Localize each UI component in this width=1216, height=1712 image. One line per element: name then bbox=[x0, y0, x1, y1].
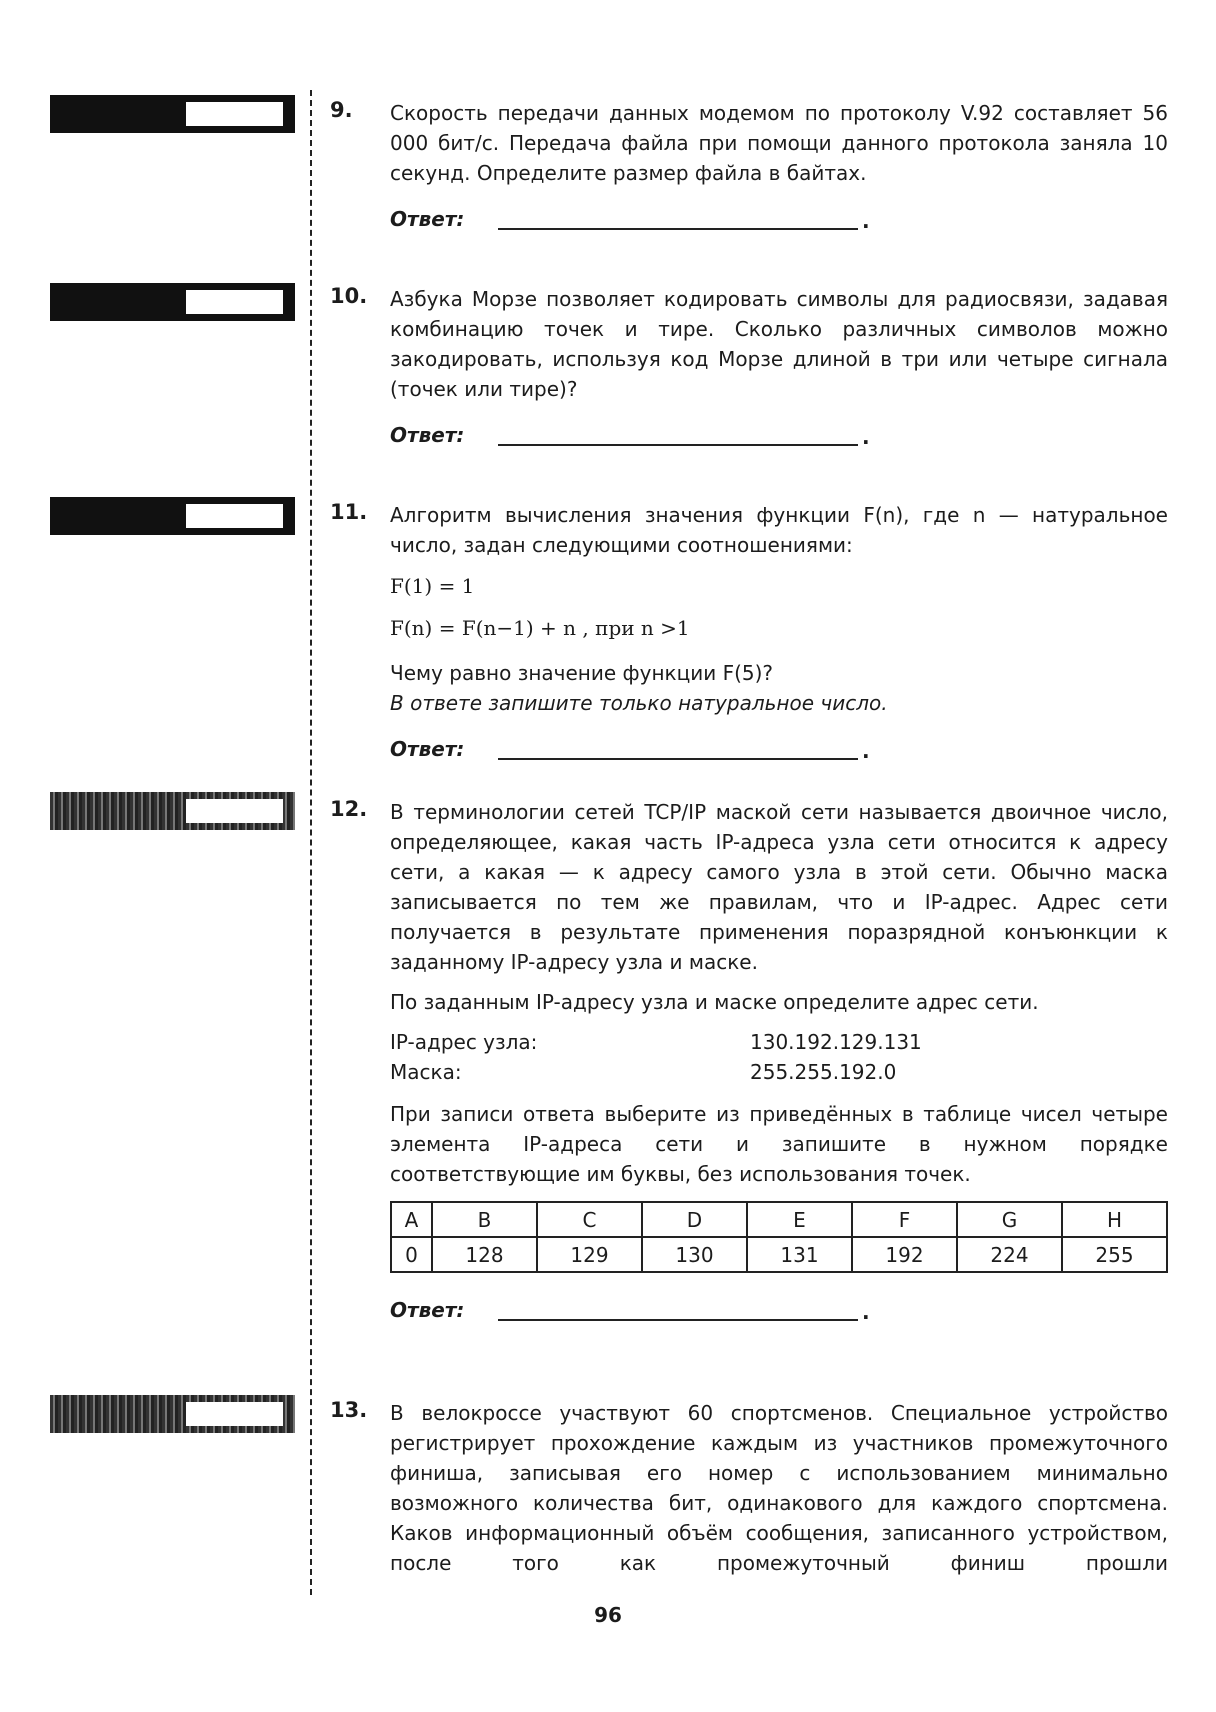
table-letter-cell: F bbox=[852, 1202, 957, 1237]
table-value-cell: 224 bbox=[957, 1237, 1062, 1272]
task-instruction: По заданным IP-адресу узла и маске определите адрес сети. bbox=[390, 990, 1039, 1014]
table-letter-cell: C bbox=[537, 1202, 642, 1237]
answer-instruction: При записи ответа выберите из приведённых в таблице чисел четыре элемента IP-адреса сети и запишите в нужном порядке соответствующие им буквы, без использования точек. bbox=[390, 1102, 1168, 1186]
table-value-cell: 192 bbox=[852, 1237, 957, 1272]
answer-box-11 bbox=[50, 497, 295, 535]
answer-blank[interactable] bbox=[498, 758, 858, 760]
answer-period: . bbox=[862, 209, 870, 233]
task-text: В велокроссе участвуют 60 спортсменов. Специальное устройство регистрирует прохождение каждым из участников промежуточного финиша, записывая его номер с использованием минимально возможного количества бит, одинакового для каждого спортсмена. Каков информационный объём сообщения, записанного устройством, после того как промежуточный финиш прошли bbox=[390, 1401, 1168, 1575]
answer-box-cell bbox=[186, 290, 283, 314]
task-number: 10. bbox=[330, 284, 368, 308]
table-value-cell: 128 bbox=[432, 1237, 537, 1272]
answer-label: Ответ: bbox=[390, 737, 465, 761]
ip-value: 130.192.129.131 bbox=[750, 1030, 922, 1054]
table-value-cell: 131 bbox=[747, 1237, 852, 1272]
task-body bbox=[390, 284, 1168, 454]
answer-period: . bbox=[862, 739, 870, 763]
task-text: В терминологии сетей TCP/IP маской сети называется двоичное число, определяющее, какая часть IP-адреса узла сети относится к адресу сети, а какая — к адресу самого узла в этой сети. Обычно маска записывается по тем же правилам, что и IP-адрес. Адрес сети получается в результате применения поразрядной конъюнкции к заданному IP-адресу узла и маске. bbox=[390, 800, 1168, 974]
answer-box-cell bbox=[186, 504, 283, 528]
answer-blank[interactable] bbox=[498, 444, 858, 446]
task-number: 11. bbox=[330, 500, 368, 524]
answer-box-cell bbox=[186, 102, 283, 126]
table-value-cell: 130 bbox=[642, 1237, 747, 1272]
formula-recursive: F(n) = F(n−1) + n , при n >1 bbox=[390, 616, 690, 640]
answer-label: Ответ: bbox=[390, 1298, 465, 1322]
answer-label: Ответ: bbox=[390, 207, 465, 231]
task-text: Азбука Морзе позволяет кодировать символы для радиосвязи, задавая комбинацию точек и тире. Сколько различных символов можно закодировать, используя код Морзе длиной в три или четыре сигнала (точек или тире)? bbox=[390, 287, 1168, 401]
answer-period: . bbox=[862, 425, 870, 449]
page-number: 96 bbox=[594, 1603, 622, 1627]
task-number: 12. bbox=[330, 797, 368, 821]
cut-line bbox=[310, 90, 312, 1595]
task-note: В ответе запишите только натуральное число. bbox=[390, 691, 888, 715]
answer-line bbox=[390, 420, 1168, 454]
answer-line bbox=[390, 204, 1168, 238]
table-value-cell: 255 bbox=[1062, 1237, 1167, 1272]
task-text: Алгоритм вычисления значения функции F(n), где n — натуральное число, задан следующими соотношениями: bbox=[390, 503, 1168, 557]
task-question: Чему равно значение функции F(5)? bbox=[390, 661, 774, 685]
table-value-cell: 0 bbox=[391, 1237, 432, 1272]
formula-base: F(1) = 1 bbox=[390, 574, 475, 598]
table-letter-cell: H bbox=[1062, 1202, 1167, 1237]
answer-box-13 bbox=[50, 1395, 295, 1433]
mask-value: 255.255.192.0 bbox=[750, 1060, 897, 1084]
letters-row bbox=[391, 1202, 1167, 1237]
mask-label: Маска: bbox=[390, 1060, 462, 1084]
task-body bbox=[390, 500, 1168, 768]
task-body bbox=[390, 797, 1168, 1329]
mask-row bbox=[390, 1057, 1168, 1087]
answer-box-cell bbox=[186, 1402, 283, 1426]
answer-label: Ответ: bbox=[390, 423, 465, 447]
answer-line bbox=[390, 734, 1168, 768]
answer-box-cell bbox=[186, 799, 283, 823]
letters-table bbox=[390, 1201, 1168, 1273]
values-row bbox=[391, 1237, 1167, 1272]
task-number: 13. bbox=[330, 1398, 368, 1422]
table-letter-cell: D bbox=[642, 1202, 747, 1237]
answer-blank[interactable] bbox=[498, 1319, 858, 1321]
answer-box-10 bbox=[50, 283, 295, 321]
task-body bbox=[390, 1398, 1168, 1588]
table-letter-cell: B bbox=[432, 1202, 537, 1237]
answer-period: . bbox=[862, 1300, 870, 1324]
task-text: Скорость передачи данных модемом по протоколу V.92 составляет 56 000 бит/с. Передача файла при помощи данного протокола заняла 10 секунд. Определите размер файла в байтах. bbox=[390, 101, 1168, 185]
table-letter-cell: G bbox=[957, 1202, 1062, 1237]
answer-line bbox=[390, 1295, 1168, 1329]
ip-label: IP-адрес узла: bbox=[390, 1030, 538, 1054]
task-number: 9. bbox=[330, 98, 353, 122]
table-value-cell: 129 bbox=[537, 1237, 642, 1272]
answer-box-9 bbox=[50, 95, 295, 133]
table-letter-cell: E bbox=[747, 1202, 852, 1237]
task-body bbox=[390, 98, 1168, 238]
answer-blank[interactable] bbox=[498, 228, 858, 230]
answer-box-12 bbox=[50, 792, 295, 830]
ip-address-row bbox=[390, 1027, 1168, 1057]
table-letter-cell: A bbox=[391, 1202, 432, 1237]
